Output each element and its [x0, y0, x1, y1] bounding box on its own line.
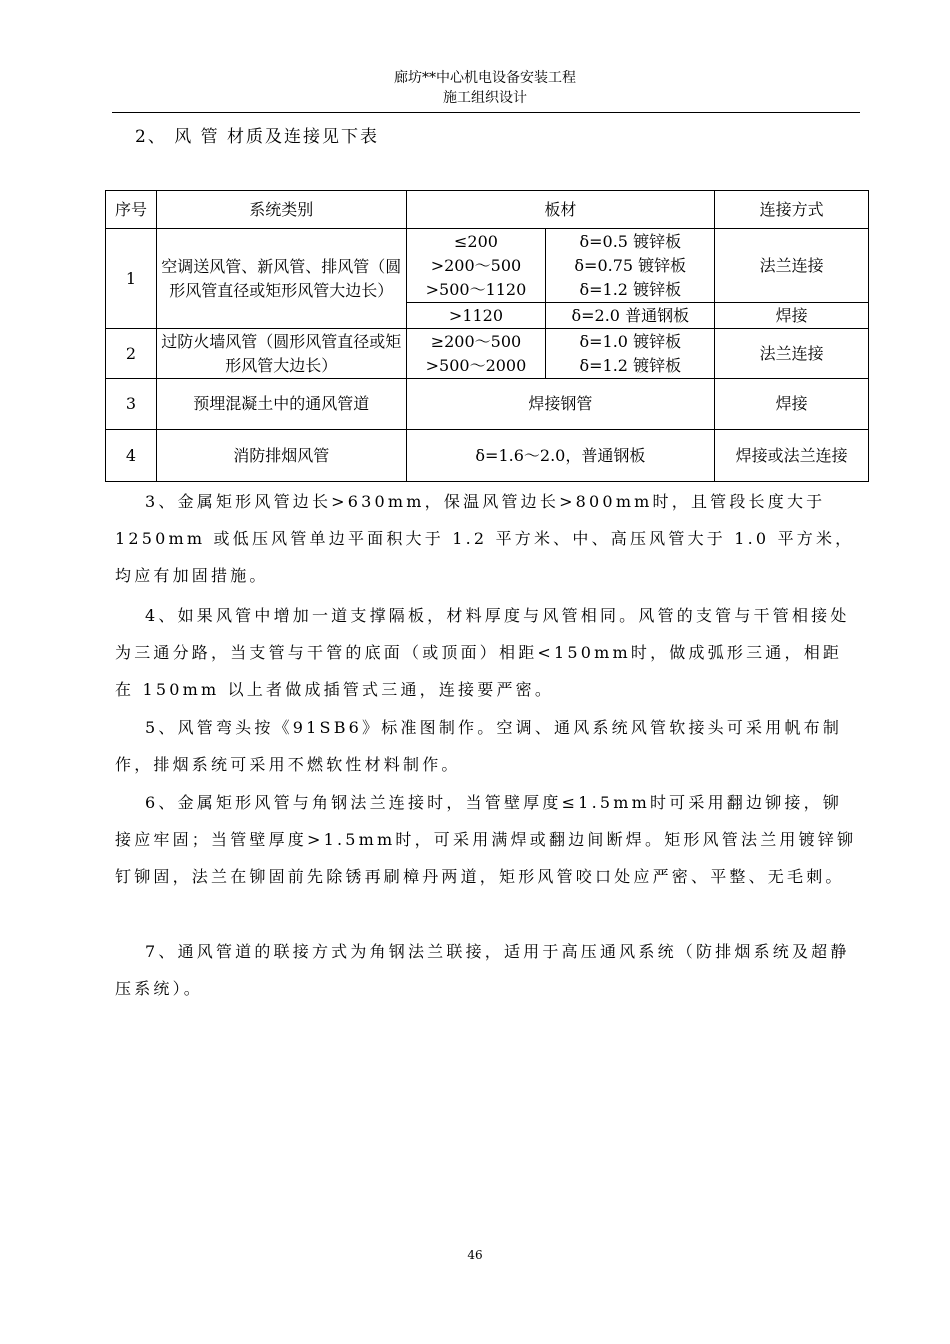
paragraph-4: 4、如果风管中增加一道支撑隔板，材料厚度与风管相同。风管的支管与干管相接处为三通分路，当支管与干管的底面（或顶面）相距<150mm时，做成弧形三通，相距在 150mm 以上者做成插管式三通，连接要严密。: [115, 606, 850, 699]
row2-system: 过防火墙风管（圆形风管直径或矩形风管大边长）: [156, 329, 406, 379]
paragraph-7: 7、通风管道的联接方式为角钢法兰联接，适用于高压通风系统（防排烟系统及超静压系统）。: [115, 942, 850, 998]
row3-plate: 焊接钢管: [406, 379, 715, 430]
header-system: 系统类别: [156, 191, 406, 229]
header-rule: [112, 112, 860, 113]
row1-no: 1: [106, 229, 157, 329]
row4-system: 消防排烟风管: [156, 430, 406, 482]
size-cell-line: ≤200: [453, 231, 498, 251]
plate-cell-line: δ=1.2 镀锌板: [579, 279, 682, 299]
row2-no: 2: [106, 329, 157, 379]
table-row: [106, 329, 869, 379]
header-project-title: 廊坊**中心机电设备安装工程: [394, 70, 576, 86]
row1-size-b: >1120: [406, 303, 546, 329]
row1-conn-a: 法兰连接: [715, 229, 869, 303]
table-row: [106, 379, 869, 430]
row2-conn: 法兰连接: [715, 329, 869, 379]
row3-conn: 焊接: [715, 379, 869, 430]
row3-no: 3: [106, 379, 157, 430]
plate-cell-line: δ=0.5 镀锌板: [579, 231, 682, 251]
row4-plate: δ=1.6～2.0，普通钢板: [406, 430, 715, 482]
row4-conn: 焊接或法兰连接: [715, 430, 869, 482]
plate-cell-line: δ=1.2 镀锌板: [579, 355, 682, 375]
paragraph-6: 6、金属矩形风管与角钢法兰连接时，当管壁厚度≤1.5mm时可采用翻边铆接，铆接应牢固；当管壁厚度>1.5mm时，可采用满焊或翻边间断焊。矩形风管法兰用镀锌铆钉铆固，法兰在铆固前先除锈再刷樟丹两道，矩形风管咬口处应严密、平整、无毛刺。: [115, 793, 857, 886]
row1-plate-a: [546, 229, 715, 303]
header-connection: 连接方式: [715, 191, 869, 229]
size-cell-line: >500～1120: [425, 279, 527, 299]
section-heading: 2、 风 管 材质及连接见下表: [135, 127, 380, 147]
table-row: [106, 229, 869, 303]
page-header: [110, 68, 860, 108]
row1-plate-b: δ=2.0 普通钢板: [546, 303, 715, 329]
plate-cell-line: δ=1.0 镀锌板: [579, 331, 682, 351]
header-doc-title: 施工组织设计: [443, 90, 527, 106]
paragraph-5: 5、风管弯头按《91SB6》标准图制作。空调、通风系统风管软接头可采用帆布制作，排烟系统可采用不燃软性材料制作。: [115, 718, 843, 774]
size-cell-line: >200～500: [430, 255, 522, 275]
table-header-row: [106, 191, 869, 229]
row1-size-a: [406, 229, 546, 303]
size-cell-line: ≥200～500: [430, 331, 522, 351]
row2-plate: [546, 329, 715, 379]
row4-no: 4: [106, 430, 157, 482]
duct-material-table: [105, 190, 869, 482]
page-number: 46: [467, 1248, 483, 1262]
header-material: 板材: [406, 191, 715, 229]
header-no: 序号: [106, 191, 157, 229]
row2-size: [406, 329, 546, 379]
row3-system: 预埋混凝土中的通风管道: [156, 379, 406, 430]
paragraph-3: 3、金属矩形风管边长>630mm，保温风管边长>800mm时，且管段长度大于 1250mm 或低压风管单边平面积大于 1.2 平方米、中、高压风管大于 1.0 平方米，均应有加固措施。: [115, 492, 855, 585]
size-cell-line: >500～2000: [425, 355, 527, 375]
plate-cell-line: δ=0.75 镀锌板: [574, 255, 687, 275]
table-row: [106, 430, 869, 482]
row1-conn-b: 焊接: [715, 303, 869, 329]
row1-system: 空调送风管、新风管、排风管（圆形风管直径或矩形风管大边长）: [156, 229, 406, 329]
